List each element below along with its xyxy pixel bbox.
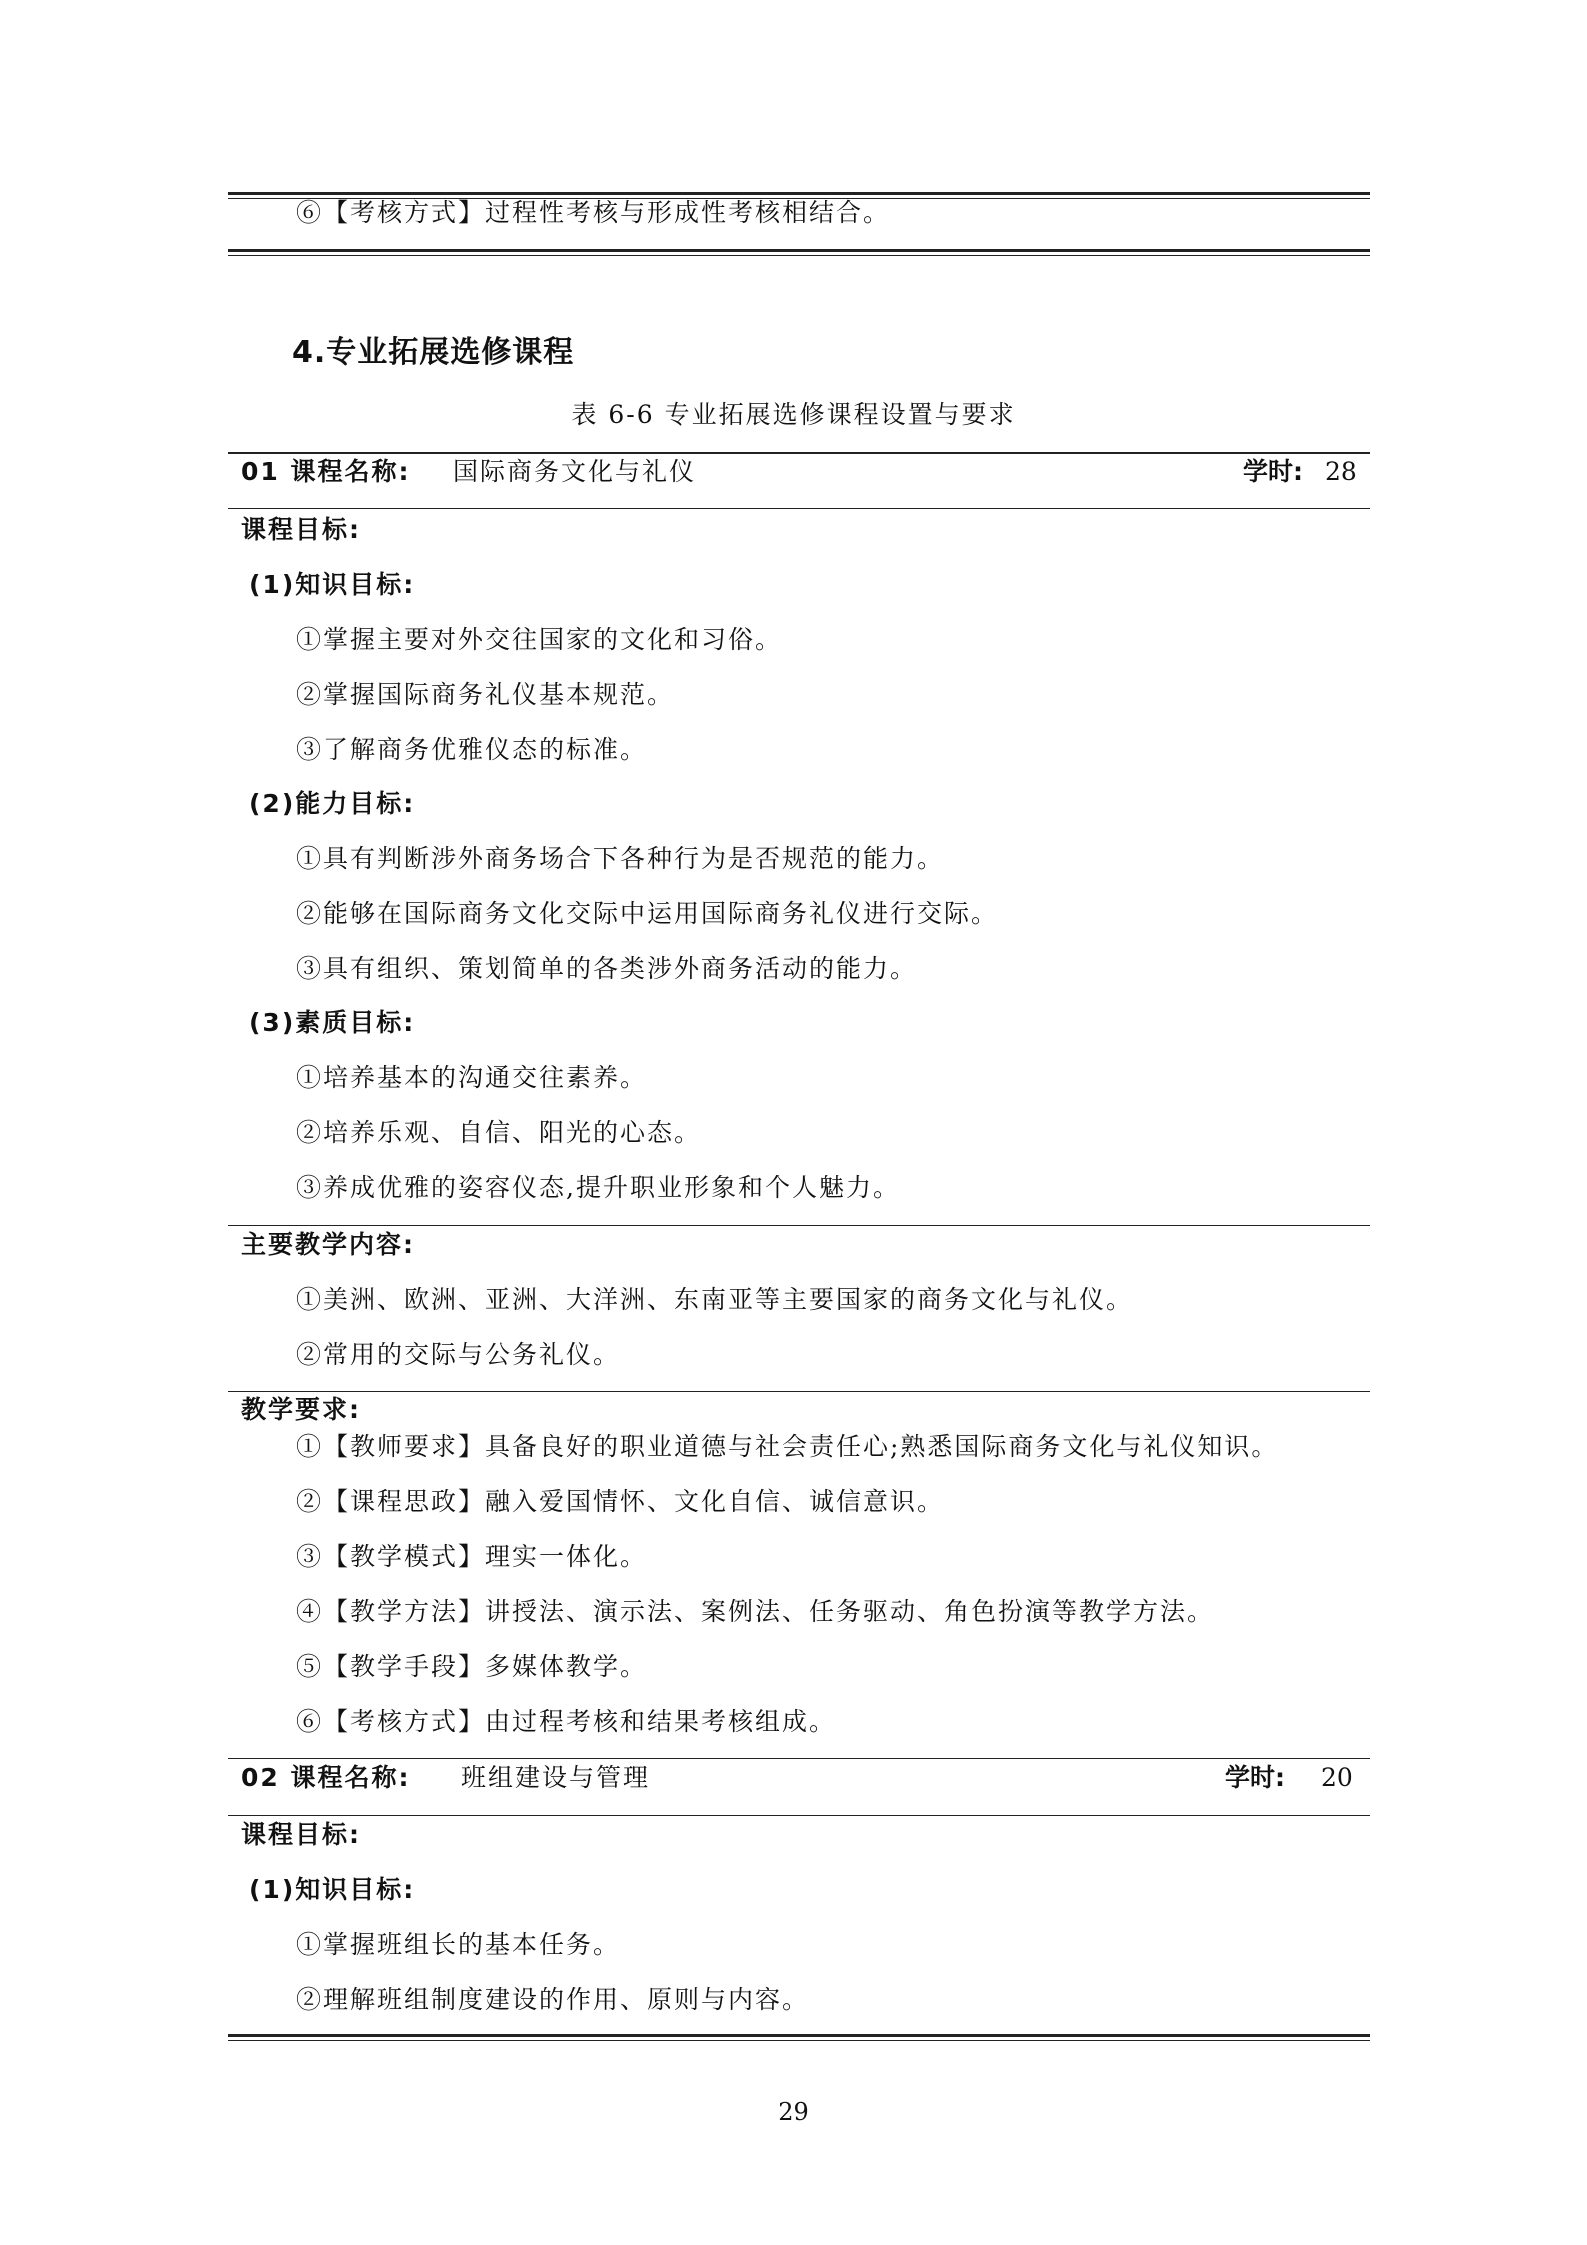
section-heading: 4.专业拓展选修课程 [292, 335, 575, 370]
knowledge-title: (1)知识目标: [249, 1875, 416, 1904]
list-item: ③【教学模式】理实一体化。 [296, 1542, 648, 1571]
row-divider [228, 1225, 1370, 1226]
course-name: 班组建设与管理 [461, 1763, 651, 1792]
row-divider [228, 508, 1370, 509]
row-divider [228, 1815, 1370, 1816]
list-item: ③养成优雅的姿容仪态,提升职业形象和个人魅力。 [296, 1173, 900, 1202]
table-top-rule [228, 452, 1370, 454]
list-item: ①掌握班组长的基本任务。 [296, 1930, 621, 1959]
hours-label: 学时: [1243, 457, 1303, 486]
requirements-title: 教学要求: [241, 1395, 361, 1424]
list-item: ④【教学方法】讲授法、演示法、案例法、任务驱动、角色扮演等教学方法。 [296, 1597, 1215, 1626]
table-bottom-rule [228, 2034, 1370, 2041]
assessment-line: ⑥【考核方式】过程性考核与形成性考核相结合。 [296, 198, 891, 227]
course-name: 国际商务文化与礼仪 [453, 457, 697, 486]
row-divider [228, 1758, 1370, 1759]
hours-value: 28 [1325, 457, 1357, 486]
list-item: ②能够在国际商务文化交际中运用国际商务礼仪进行交际。 [296, 899, 999, 928]
page-number: 29 [778, 2098, 809, 2126]
objectives-title: 课程目标: [241, 515, 361, 544]
course-number-label: 02 课程名称: [241, 1763, 411, 1792]
list-item: ②【课程思政】融入爱国情怀、文化自信、诚信意识。 [296, 1487, 945, 1516]
list-item: ①美洲、欧洲、亚洲、大洋洲、东南亚等主要国家的商务文化与礼仪。 [296, 1285, 1134, 1314]
list-item: ①培养基本的沟通交往素养。 [296, 1063, 648, 1092]
hours-value: 20 [1321, 1763, 1353, 1792]
content-title: 主要教学内容: [241, 1230, 415, 1259]
list-item: ⑥【考核方式】由过程考核和结果考核组成。 [296, 1707, 837, 1736]
list-item: ②培养乐观、自信、阳光的心态。 [296, 1118, 702, 1147]
list-item: ①具有判断涉外商务场合下各种行为是否规范的能力。 [296, 844, 945, 873]
table-bottom-rule [228, 249, 1370, 256]
list-item: ②常用的交际与公务礼仪。 [296, 1340, 621, 1369]
objectives-title: 课程目标: [241, 1820, 361, 1849]
quality-title: (3)素质目标: [249, 1008, 416, 1037]
list-item: ③具有组织、策划简单的各类涉外商务活动的能力。 [296, 954, 918, 983]
ability-title: (2)能力目标: [249, 789, 416, 818]
table-caption: 表 6-6 专业拓展选修课程设置与要求 [571, 400, 1016, 429]
list-item: ⑤【教学手段】多媒体教学。 [296, 1652, 648, 1681]
course-number-label: 01 课程名称: [241, 457, 411, 486]
list-item: ③了解商务优雅仪态的标准。 [296, 735, 648, 764]
hours-label: 学时: [1225, 1763, 1285, 1792]
row-divider [228, 1391, 1370, 1392]
list-item: ②理解班组制度建设的作用、原则与内容。 [296, 1985, 810, 2014]
list-item: ①【教师要求】具备良好的职业道德与社会责任心;熟悉国际商务文化与礼仪知识。 [296, 1432, 1279, 1461]
list-item: ①掌握主要对外交往国家的文化和习俗。 [296, 625, 783, 654]
list-item: ②掌握国际商务礼仪基本规范。 [296, 680, 675, 709]
knowledge-title: (1)知识目标: [249, 570, 416, 599]
